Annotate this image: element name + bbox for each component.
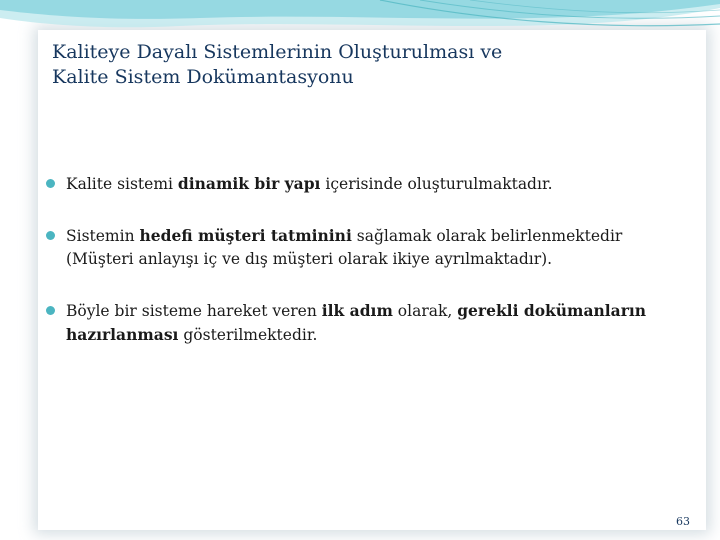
bullet-text: Böyle bir sisteme hareket veren [66, 302, 322, 320]
bullet-item [44, 224, 684, 271]
bullet-item [44, 299, 684, 347]
bullet-text: Sistemin [66, 227, 140, 245]
bullet-text: gösterilmektedir. [178, 326, 318, 344]
bullet-text: Kalite sistemi [66, 175, 178, 193]
title-line-2: Kalite Sistem Dokümantasyonu [52, 66, 354, 88]
bullet-dot-icon [46, 231, 55, 240]
bullet-item [44, 172, 684, 196]
bullet-text: içerisinde oluşturulmaktadır. [320, 175, 553, 193]
bullet-text: sağlamak olarak belirlenmektedir (Müşteri anlayışı iç ve dış müşteri olarak ikiye ayrılmaktadır). [66, 227, 623, 268]
slide-title [52, 40, 672, 90]
bullet-dot-icon [46, 179, 55, 188]
bullet-text-bold: dinamik bir yapı [177, 174, 321, 193]
bullet-text: olarak, [392, 302, 458, 320]
title-line-1: Kaliteye Dayalı Sistemlerinin Oluşturulması ve [52, 41, 503, 63]
bullet-text-bold: hedefi müşteri tatminini [139, 226, 352, 245]
bullet-text-bold: gerekli dokümanların hazırlanması [66, 301, 647, 344]
bullet-list [44, 172, 684, 375]
bullet-text-bold: ilk adım [321, 301, 393, 320]
bullet-dot-icon [46, 306, 55, 315]
page-number: 63 [676, 515, 690, 528]
